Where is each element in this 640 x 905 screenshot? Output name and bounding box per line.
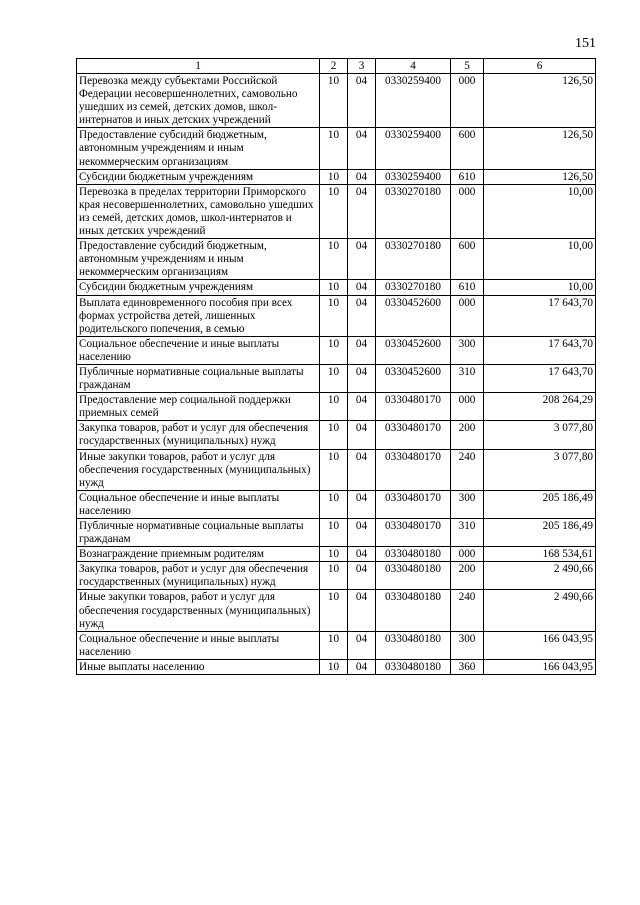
row-section-cell: 10 xyxy=(320,590,348,631)
row-target-article-cell: 0330480180 xyxy=(376,590,451,631)
table-row xyxy=(77,547,596,562)
row-amount-cell: 10,00 xyxy=(484,184,596,238)
row-subsection-cell: 04 xyxy=(348,449,376,490)
row-section-cell: 10 xyxy=(320,336,348,364)
row-section-cell: 10 xyxy=(320,421,348,449)
row-expense-type-cell: 360 xyxy=(451,659,484,674)
row-subsection-cell: 04 xyxy=(348,184,376,238)
row-expense-type-cell: 610 xyxy=(451,169,484,184)
row-section-cell: 10 xyxy=(320,562,348,590)
row-subsection-cell: 04 xyxy=(348,169,376,184)
row-expense-type-cell: 600 xyxy=(451,239,484,280)
row-section-cell: 10 xyxy=(320,449,348,490)
row-section-cell: 10 xyxy=(320,74,348,128)
header-cell-6: 6 xyxy=(484,59,596,74)
row-target-article-cell: 0330480170 xyxy=(376,519,451,547)
row-name-cell: Перевозка в пределах территории Приморского края несовершеннолетних, самовольно ушедших из семей, детских домов, школ-интернатов и иных детских учреждений xyxy=(77,184,320,238)
table-row xyxy=(77,631,596,659)
table-row xyxy=(77,184,596,238)
row-amount-cell: 126,50 xyxy=(484,169,596,184)
row-name-cell: Субсидии бюджетным учреждениям xyxy=(77,169,320,184)
row-section-cell: 10 xyxy=(320,295,348,336)
header-cell-2: 2 xyxy=(320,59,348,74)
row-section-cell: 10 xyxy=(320,547,348,562)
row-expense-type-cell: 300 xyxy=(451,631,484,659)
row-target-article-cell: 0330452600 xyxy=(376,295,451,336)
row-subsection-cell: 04 xyxy=(348,547,376,562)
table-header xyxy=(77,59,596,74)
row-target-article-cell: 0330480170 xyxy=(376,421,451,449)
row-subsection-cell: 04 xyxy=(348,74,376,128)
table-row xyxy=(77,519,596,547)
row-name-cell: Иные закупки товаров, работ и услуг для обеспечения государственных (муниципальных) нужд xyxy=(77,449,320,490)
row-amount-cell: 3 077,80 xyxy=(484,421,596,449)
row-section-cell: 10 xyxy=(320,519,348,547)
row-amount-cell: 3 077,80 xyxy=(484,449,596,490)
row-expense-type-cell: 300 xyxy=(451,336,484,364)
row-amount-cell: 126,50 xyxy=(484,128,596,169)
row-section-cell: 10 xyxy=(320,280,348,295)
table-row xyxy=(77,280,596,295)
row-amount-cell: 168 534,61 xyxy=(484,547,596,562)
row-name-cell: Публичные нормативные социальные выплаты гражданам xyxy=(77,519,320,547)
row-target-article-cell: 0330480180 xyxy=(376,547,451,562)
header-row xyxy=(77,59,596,74)
row-name-cell: Предоставление мер социальной поддержки приемных семей xyxy=(77,393,320,421)
row-target-article-cell: 0330480180 xyxy=(376,631,451,659)
row-target-article-cell: 0330480170 xyxy=(376,449,451,490)
row-subsection-cell: 04 xyxy=(348,519,376,547)
row-expense-type-cell: 240 xyxy=(451,590,484,631)
row-subsection-cell: 04 xyxy=(348,364,376,392)
row-amount-cell: 17 643,70 xyxy=(484,364,596,392)
row-target-article-cell: 0330480180 xyxy=(376,659,451,674)
row-name-cell: Публичные нормативные социальные выплаты гражданам xyxy=(77,364,320,392)
table-row xyxy=(77,239,596,280)
row-expense-type-cell: 000 xyxy=(451,74,484,128)
row-name-cell: Социальное обеспечение и иные выплаты населению xyxy=(77,631,320,659)
table-row xyxy=(77,336,596,364)
header-cell-4: 4 xyxy=(376,59,451,74)
row-target-article-cell: 0330480180 xyxy=(376,562,451,590)
row-name-cell: Перевозка между субъектами Российской Федерации несовершеннолетних, самовольно ушедших из семей, детских домов, школ-интернатов и иных детских учреждений xyxy=(77,74,320,128)
row-expense-type-cell: 240 xyxy=(451,449,484,490)
row-name-cell: Вознаграждение приемным родителям xyxy=(77,547,320,562)
row-target-article-cell: 0330452600 xyxy=(376,336,451,364)
table-row xyxy=(77,128,596,169)
row-expense-type-cell: 300 xyxy=(451,490,484,518)
table-row xyxy=(77,659,596,674)
row-section-cell: 10 xyxy=(320,631,348,659)
row-subsection-cell: 04 xyxy=(348,336,376,364)
row-amount-cell: 2 490,66 xyxy=(484,562,596,590)
row-amount-cell: 10,00 xyxy=(484,280,596,295)
row-target-article-cell: 0330270180 xyxy=(376,239,451,280)
row-target-article-cell: 0330480170 xyxy=(376,393,451,421)
row-target-article-cell: 0330259400 xyxy=(376,74,451,128)
row-section-cell: 10 xyxy=(320,490,348,518)
header-cell-5: 5 xyxy=(451,59,484,74)
row-subsection-cell: 04 xyxy=(348,421,376,449)
row-name-cell: Социальное обеспечение и иные выплаты населению xyxy=(77,490,320,518)
row-name-cell: Закупка товаров, работ и услуг для обеспечения государственных (муниципальных) нужд xyxy=(77,562,320,590)
row-target-article-cell: 0330259400 xyxy=(376,169,451,184)
table-row xyxy=(77,449,596,490)
row-expense-type-cell: 000 xyxy=(451,393,484,421)
row-amount-cell: 126,50 xyxy=(484,74,596,128)
header-cell-1: 1 xyxy=(77,59,320,74)
row-target-article-cell: 0330259400 xyxy=(376,128,451,169)
row-expense-type-cell: 310 xyxy=(451,364,484,392)
table-body xyxy=(77,74,596,675)
row-subsection-cell: 04 xyxy=(348,239,376,280)
row-subsection-cell: 04 xyxy=(348,295,376,336)
row-expense-type-cell: 000 xyxy=(451,547,484,562)
row-amount-cell: 2 490,66 xyxy=(484,590,596,631)
row-section-cell: 10 xyxy=(320,128,348,169)
row-section-cell: 10 xyxy=(320,364,348,392)
row-amount-cell: 17 643,70 xyxy=(484,336,596,364)
row-target-article-cell: 0330480170 xyxy=(376,490,451,518)
row-name-cell: Выплата единовременного пособия при всех формах устройства детей, лишенных родительского попечения, в семью xyxy=(77,295,320,336)
row-amount-cell: 208 264,29 xyxy=(484,393,596,421)
row-section-cell: 10 xyxy=(320,169,348,184)
row-target-article-cell: 0330270180 xyxy=(376,280,451,295)
table-row xyxy=(77,490,596,518)
header-cell-3: 3 xyxy=(348,59,376,74)
table-row xyxy=(77,421,596,449)
row-expense-type-cell: 610 xyxy=(451,280,484,295)
row-subsection-cell: 04 xyxy=(348,128,376,169)
row-name-cell: Иные закупки товаров, работ и услуг для обеспечения государственных (муниципальных) нужд xyxy=(77,590,320,631)
row-name-cell: Субсидии бюджетным учреждениям xyxy=(77,280,320,295)
row-expense-type-cell: 000 xyxy=(451,295,484,336)
row-name-cell: Предоставление субсидий бюджетным, автономным учреждениям и иным некоммерческим организациям xyxy=(77,128,320,169)
budget-table xyxy=(76,58,596,675)
row-subsection-cell: 04 xyxy=(348,659,376,674)
row-subsection-cell: 04 xyxy=(348,393,376,421)
table-row xyxy=(77,393,596,421)
row-amount-cell: 10,00 xyxy=(484,239,596,280)
row-name-cell: Закупка товаров, работ и услуг для обеспечения государственных (муниципальных) нужд xyxy=(77,421,320,449)
row-name-cell: Социальное обеспечение и иные выплаты населению xyxy=(77,336,320,364)
table-row xyxy=(77,295,596,336)
row-expense-type-cell: 200 xyxy=(451,421,484,449)
table-row xyxy=(77,169,596,184)
row-expense-type-cell: 200 xyxy=(451,562,484,590)
row-name-cell: Предоставление субсидий бюджетным, автономным учреждениям и иным некоммерческим организациям xyxy=(77,239,320,280)
row-amount-cell: 205 186,49 xyxy=(484,490,596,518)
table-row xyxy=(77,562,596,590)
row-name-cell: Иные выплаты населению xyxy=(77,659,320,674)
row-subsection-cell: 04 xyxy=(348,280,376,295)
row-amount-cell: 205 186,49 xyxy=(484,519,596,547)
row-target-article-cell: 0330452600 xyxy=(376,364,451,392)
row-subsection-cell: 04 xyxy=(348,590,376,631)
row-amount-cell: 166 043,95 xyxy=(484,659,596,674)
row-subsection-cell: 04 xyxy=(348,631,376,659)
row-section-cell: 10 xyxy=(320,393,348,421)
row-amount-cell: 17 643,70 xyxy=(484,295,596,336)
row-section-cell: 10 xyxy=(320,659,348,674)
table-row xyxy=(77,364,596,392)
row-subsection-cell: 04 xyxy=(348,490,376,518)
table-row xyxy=(77,74,596,128)
row-target-article-cell: 0330270180 xyxy=(376,184,451,238)
row-section-cell: 10 xyxy=(320,184,348,238)
row-subsection-cell: 04 xyxy=(348,562,376,590)
row-amount-cell: 166 043,95 xyxy=(484,631,596,659)
row-expense-type-cell: 600 xyxy=(451,128,484,169)
row-expense-type-cell: 000 xyxy=(451,184,484,238)
row-section-cell: 10 xyxy=(320,239,348,280)
page-number: 151 xyxy=(575,36,596,51)
table-row xyxy=(77,590,596,631)
row-expense-type-cell: 310 xyxy=(451,519,484,547)
